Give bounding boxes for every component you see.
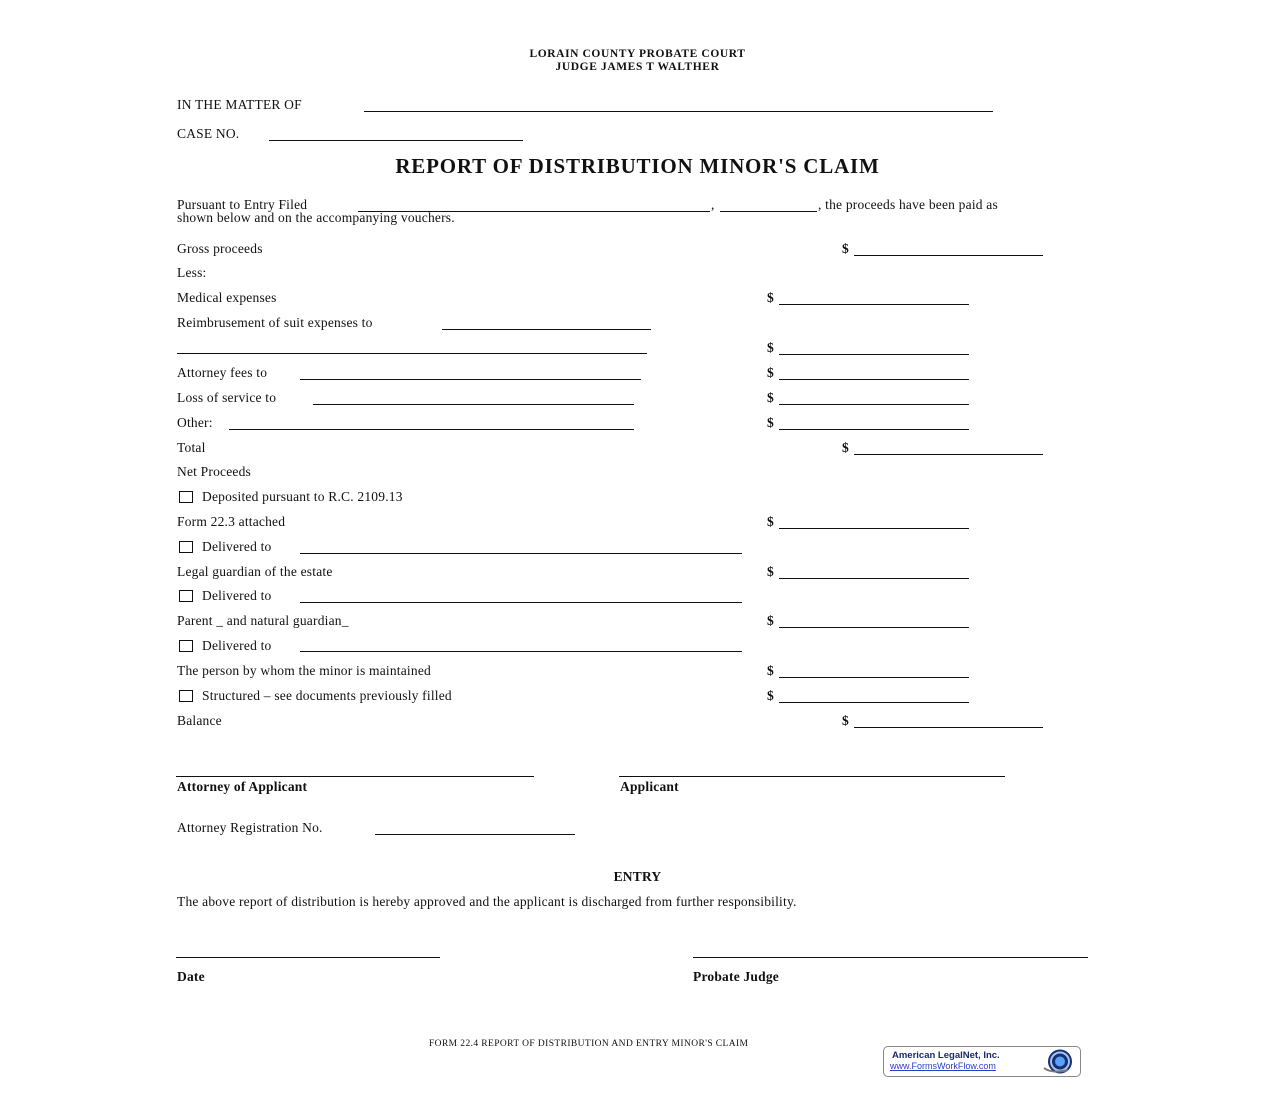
reimbursement-amount-field[interactable] bbox=[779, 354, 969, 355]
structured-label: Structured – see documents previously filled bbox=[202, 688, 452, 703]
delivered-to-field-3[interactable] bbox=[300, 651, 742, 652]
deposited-label: Deposited pursuant to R.C. 2109.13 bbox=[202, 489, 403, 504]
applicant-signature-line[interactable] bbox=[619, 776, 1005, 777]
page-title: REPORT OF DISTRIBUTION MINOR'S CLAIM bbox=[395, 154, 880, 178]
form-attached-dollar: $ bbox=[767, 514, 774, 529]
legal-guardian-dollar: $ bbox=[767, 564, 774, 579]
case-no-label: CASE NO. bbox=[177, 126, 240, 141]
loss-of-service-amount-field[interactable] bbox=[779, 404, 969, 405]
deposited-checkbox[interactable] bbox=[179, 491, 193, 503]
parent-guardian-label: Parent _ and natural guardian_ bbox=[177, 613, 349, 628]
medical-expenses-dollar: $ bbox=[767, 290, 774, 305]
total-dollar: $ bbox=[842, 440, 849, 455]
attorney-registration-label: Attorney Registration No. bbox=[177, 820, 323, 835]
applicant-signature-label: Applicant bbox=[620, 779, 679, 794]
intro-text-continued: , the proceeds have been paid as bbox=[818, 197, 998, 212]
probate-judge-label: Probate Judge bbox=[693, 969, 779, 984]
form-footer-label: FORM 22.4 REPORT OF DISTRIBUTION AND ENTRY MINOR'S CLAIM bbox=[429, 1039, 749, 1049]
reimbursement-label: Reimbrusement of suit expenses to bbox=[177, 315, 373, 330]
vendor-badge[interactable] bbox=[883, 1046, 1081, 1077]
medical-expenses-label: Medical expenses bbox=[177, 290, 277, 305]
balance-dollar: $ bbox=[842, 713, 849, 728]
other-dollar: $ bbox=[767, 415, 774, 430]
other-description-field[interactable] bbox=[229, 429, 634, 430]
date-label: Date bbox=[177, 969, 205, 984]
attorney-registration-field[interactable] bbox=[375, 834, 575, 835]
legal-guardian-label: Legal guardian of the estate bbox=[177, 564, 333, 579]
intro-text: Pursuant to Entry Filed bbox=[177, 197, 308, 212]
intro-separator: , bbox=[711, 197, 715, 212]
vendor-logo-icon bbox=[1040, 1048, 1078, 1075]
loss-of-service-label: Loss of service to bbox=[177, 390, 277, 405]
entry-year-field[interactable] bbox=[720, 211, 817, 212]
attorney-signature-label: Attorney of Applicant bbox=[177, 779, 308, 794]
court-name: LORAIN COUNTY PROBATE COURT bbox=[529, 48, 746, 60]
loss-of-service-dollar: $ bbox=[767, 390, 774, 405]
delivered-to-checkbox-1[interactable] bbox=[179, 541, 193, 553]
probate-judge-line[interactable] bbox=[693, 957, 1088, 958]
attorney-fees-amount-field[interactable] bbox=[779, 379, 969, 380]
judge-name: JUDGE JAMES T WALTHER bbox=[555, 61, 720, 73]
legal-guardian-amount-field[interactable] bbox=[779, 578, 969, 579]
reimbursement-to-field-continued[interactable] bbox=[177, 353, 647, 354]
total-amount-field[interactable] bbox=[854, 454, 1043, 455]
delivered-to-field-2[interactable] bbox=[300, 602, 742, 603]
parent-guardian-amount-field[interactable] bbox=[779, 627, 969, 628]
total-label: Total bbox=[177, 440, 206, 455]
gross-proceeds-amount-field[interactable] bbox=[854, 255, 1043, 256]
case-no-field[interactable] bbox=[269, 140, 523, 141]
delivered-to-label-3: Delivered to bbox=[202, 638, 272, 653]
gross-proceeds-dollar: $ bbox=[842, 241, 849, 256]
less-label: Less: bbox=[177, 265, 207, 280]
other-label: Other: bbox=[177, 415, 213, 430]
delivered-to-label-1: Delivered to bbox=[202, 539, 272, 554]
vendor-name: American LegalNet, Inc. bbox=[892, 1050, 1000, 1061]
entry-text: The above report of distribution is hereby approved and the applicant is discharged from further responsibility. bbox=[177, 894, 797, 909]
other-amount-field[interactable] bbox=[779, 429, 969, 430]
attorney-fees-to-field[interactable] bbox=[300, 379, 641, 380]
matter-field[interactable] bbox=[364, 111, 993, 112]
delivered-to-field-1[interactable] bbox=[300, 553, 742, 554]
form-attached-label: Form 22.3 attached bbox=[177, 514, 286, 529]
structured-amount-field[interactable] bbox=[779, 702, 969, 703]
vendor-url[interactable]: www.FormsWorkFlow.com bbox=[890, 1061, 996, 1071]
matter-label: IN THE MATTER OF bbox=[177, 97, 302, 112]
reimbursement-to-field[interactable] bbox=[442, 329, 651, 330]
attorney-signature-line[interactable] bbox=[176, 776, 534, 777]
balance-amount-field[interactable] bbox=[854, 727, 1043, 728]
entry-heading: ENTRY bbox=[613, 869, 662, 884]
loss-of-service-to-field[interactable] bbox=[313, 404, 634, 405]
delivered-to-checkbox-3[interactable] bbox=[179, 640, 193, 652]
date-line[interactable] bbox=[176, 957, 440, 958]
person-maintained-dollar: $ bbox=[767, 663, 774, 678]
structured-checkbox[interactable] bbox=[179, 690, 193, 702]
net-proceeds-label: Net Proceeds bbox=[177, 464, 252, 479]
person-maintained-amount-field[interactable] bbox=[779, 677, 969, 678]
form-attached-amount-field[interactable] bbox=[779, 528, 969, 529]
person-maintained-label: The person by whom the minor is maintained bbox=[177, 663, 431, 678]
attorney-fees-dollar: $ bbox=[767, 365, 774, 380]
parent-guardian-dollar: $ bbox=[767, 613, 774, 628]
attorney-fees-label: Attorney fees to bbox=[177, 365, 268, 380]
medical-expenses-amount-field[interactable] bbox=[779, 304, 969, 305]
reimbursement-dollar: $ bbox=[767, 340, 774, 355]
structured-dollar: $ bbox=[767, 688, 774, 703]
intro-text-line2: shown below and on the accompanying vouchers. bbox=[177, 210, 455, 225]
gross-proceeds-label: Gross proceeds bbox=[177, 241, 263, 256]
balance-label: Balance bbox=[177, 713, 222, 728]
delivered-to-label-2: Delivered to bbox=[202, 588, 272, 603]
delivered-to-checkbox-2[interactable] bbox=[179, 590, 193, 602]
